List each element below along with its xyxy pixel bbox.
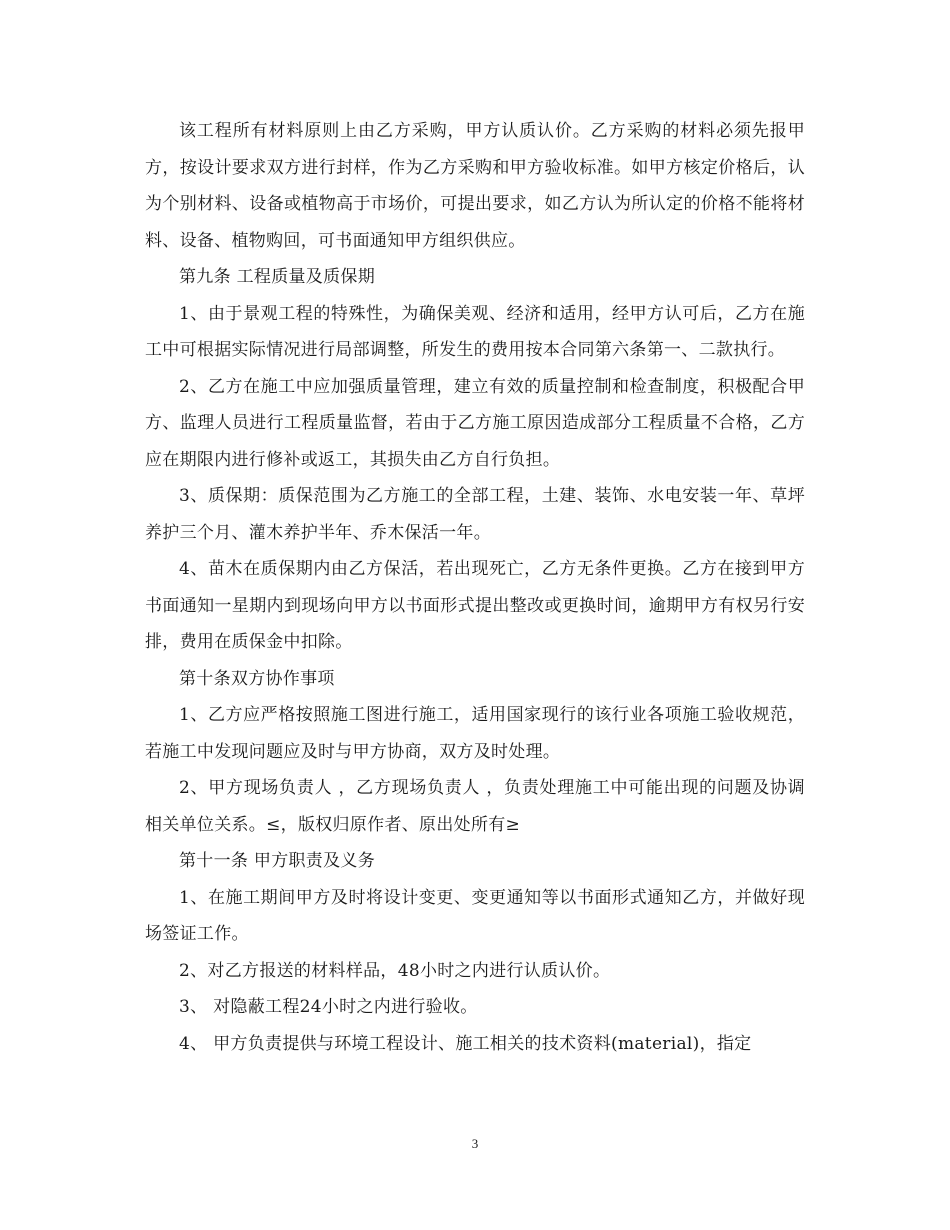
paragraph-article-10-item-2: 2、甲方现场负责人 ，乙方现场负责人 ，负责处理施工中可能出现的问题及协调相关单位关系。≤，版权归原作者、原出处所有≥ — [145, 778, 805, 835]
section-heading-article-9: 第九条 工程质量及质保期 — [179, 267, 376, 287]
paragraph-article-9-item-2: 2、乙方在施工中应加强质量管理，建立有效的质量控制和检查制度，积极配合甲方、监理人员进行工程质量监督，若由于乙方施工原因造成部分工程质量不合格，乙方应在期限内进行修补或返工，其损失由乙方自行负担。 — [145, 376, 805, 470]
paragraph-article-11-item-3: 3、 对隐蔽工程24小时之内进行验收。 — [179, 997, 478, 1017]
paragraph-article-9-item-1: 1、由于景观工程的特殊性，为确保美观、经济和适用，经甲方认可后，乙方在施工中可根据实际情况进行局部调整，所发生的费用按本合同第六条第一、二款执行。 — [145, 303, 805, 360]
paragraph-article-9-item-4: 4、苗木在质保期内由乙方保活，若出现死亡，乙方无条件更换。乙方在接到甲方书面通知一星期内到现场向甲方以书面形式提出整改或更换时间，逾期甲方有权另行安排，费用在质保金中扣除。 — [145, 559, 805, 652]
paragraph-material-procurement: 该工程所有材料原则上由乙方采购，甲方认质认价。乙方采购的材料必须先报甲方，按设计要求双方进行封样，作为乙方采购和甲方验收标准。如甲方核定价格后，认为个别材料、设备或植物高于市场价，可提出要求，如乙方认为所认定的价格不能将材料、设备、植物购回，可书面通知甲方组织供应。 — [145, 121, 805, 251]
paragraph-article-11-item-2: 2、对乙方报送的材料样品，48小时之内进行认质认价。 — [179, 960, 611, 981]
page-number: 3 — [471, 1136, 479, 1151]
paragraph-article-11-item-1: 1、在施工期间甲方及时将设计变更、变更通知等以书面形式通知乙方，并做好现场签证工作。 — [145, 887, 805, 944]
paragraph-article-9-item-3: 3、质保期：质保范围为乙方施工的全部工程，土建、装饰、水电安装一年、草坪养护三个月、灌木养护半年、乔木保活一年。 — [145, 486, 805, 543]
section-heading-article-11: 第十一条 甲方职责及义务 — [179, 851, 376, 871]
section-heading-article-10: 第十条双方协作事项 — [179, 668, 335, 689]
paragraph-article-11-item-4: 4、 甲方负责提供与环境工程设计、施工相关的技术资料(material)，指定 — [179, 1033, 752, 1054]
document-body — [145, 113, 805, 1062]
paragraph-article-10-item-1: 1、乙方应严格按照施工图进行施工，适用国家现行的该行业各项施工验收规范，若施工中发现问题应及时与甲方协商，双方及时处理。 — [145, 705, 805, 762]
